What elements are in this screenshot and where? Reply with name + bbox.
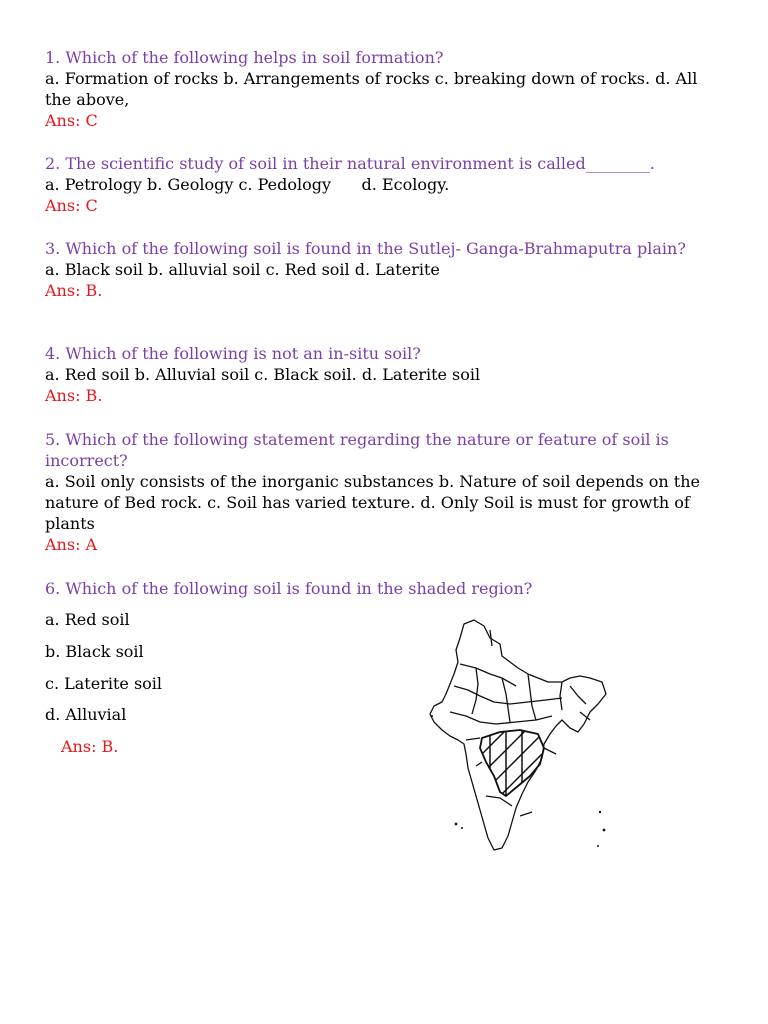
question-text: 5. Which of the following statement regarding the nature or feature of soil is incorrect? (45, 430, 669, 470)
answer-text: Ans: B. (45, 281, 103, 300)
option-a: a. Red soil (45, 610, 130, 629)
question-6-text: 6. Which of the following soil is found in the shaded region? (45, 579, 533, 598)
option-d: d. Alluvial (45, 705, 127, 724)
question-text: 3. Which of the following soil is found in the Sutlej- Ganga-Brahmaputra plain? (45, 239, 686, 258)
option-c: c. Laterite soil (45, 674, 163, 693)
question-block-5 (45, 429, 725, 555)
question-text: 1. Which of the following helps in soil formation? (45, 48, 444, 67)
answer-text: Ans: C (45, 111, 98, 130)
answer-6-text: Ans: B. (61, 737, 119, 756)
question-block-2 (45, 153, 725, 216)
options-text: a. Formation of rocks b. Arrangements of rocks c. breaking down of rocks. d. All the above, (45, 69, 698, 109)
india-map-icon (420, 616, 620, 856)
options-text: a. Soil only consists of the inorganic substances b. Nature of soil depends on the nature of Bed rock. c. Soil has varied texture. d. Only Soil is must for growth of plants (45, 472, 701, 533)
answer-text: Ans: C (45, 196, 98, 215)
question-text: 4. Which of the following is not an in-situ soil? (45, 344, 421, 363)
option-b: b. Black soil (45, 642, 144, 661)
question-block-4 (45, 343, 725, 406)
question-block-1 (45, 47, 725, 131)
options-text: a. Black soil b. alluvial soil c. Red soil d. Laterite (45, 260, 440, 279)
options-text: a. Red soil b. Alluvial soil c. Black soil. d. Laterite soil (45, 365, 481, 384)
options-text: a. Petrology b. Geology c. Pedology d. Ecology. (45, 175, 450, 194)
answer-text: Ans: B. (45, 386, 103, 405)
answer-text: Ans: A (45, 535, 98, 554)
question-block-3 (45, 238, 725, 301)
question-text: 2. The scientific study of soil in their natural environment is called________. (45, 154, 655, 173)
